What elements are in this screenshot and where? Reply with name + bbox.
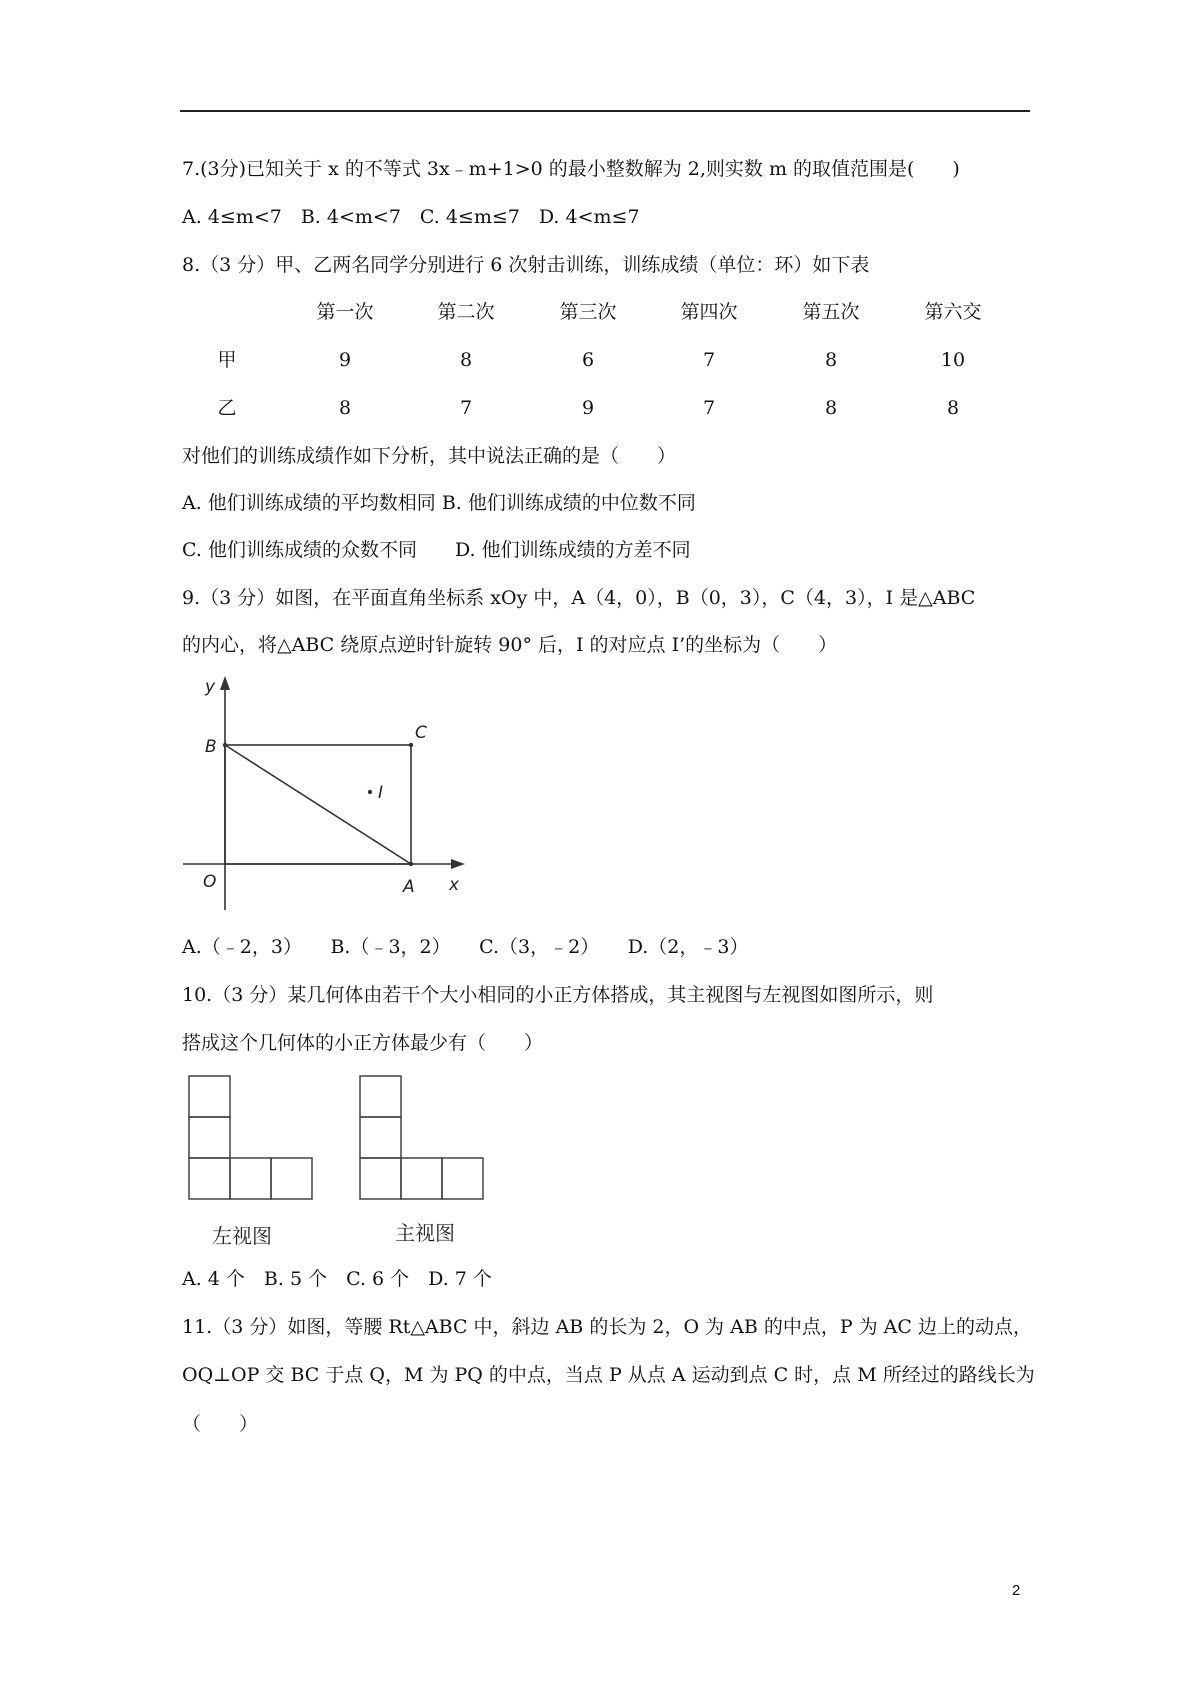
table-row-name: 乙: [217, 397, 237, 419]
table-cell: 7: [702, 397, 716, 419]
label-o: O: [203, 872, 217, 892]
q8-stem: 8.（3 分）甲、乙两名同学分别进行 6 次射击训练，训练成绩（单位：环）如下表: [182, 254, 870, 276]
q11-stem-line3: （ ）: [182, 1413, 259, 1435]
label-y: y: [205, 677, 216, 697]
q11-stem-line1: 11.（3 分）如图，等腰 Rt△ABC 中，斜边 AB 的长为 2，O 为 AB 的中点，P 为 AC 边上的动点，: [182, 1316, 1032, 1338]
table-row-name: 甲: [217, 349, 237, 371]
point-a: [409, 862, 413, 866]
q11-stem-line2: OQ⊥OP 交 BC 于点 Q，M 为 PQ 的中点，当点 P 从点 A 运动到点 C 时，点 M 所经过的路线长为: [182, 1364, 1035, 1386]
q8-options-line1: A. 他们训练成绩的平均数相同 B. 他们训练成绩的中位数不同: [182, 492, 696, 514]
q9-stem-line2: 的内心，将△ABC 绕原点逆时针旋转 90° 后，I 的对应点 I’的坐标为（ ）: [182, 634, 838, 656]
table-cell: 6: [581, 349, 595, 371]
y-axis-arrow-icon: [220, 676, 230, 690]
q10-options: A. 4 个 B. 5 个 C. 6 个 D. 7 个: [182, 1268, 492, 1290]
q8-options-line2: C. 他们训练成绩的众数不同 D. 他们训练成绩的方差不同: [182, 539, 691, 561]
x-axis-arrow-icon: [451, 859, 465, 869]
table-header: 第一次: [316, 301, 374, 323]
header-rule: [180, 110, 1030, 112]
table-header: 第二次: [437, 301, 495, 323]
table-cell: 9: [581, 397, 595, 419]
page-number: 2: [1012, 1582, 1021, 1599]
q9-coordinate-figure: [175, 670, 475, 915]
q7-options: A. 4≤m<7 B. 4<m<7 C. 4≤m≤7 D. 4<m≤7: [182, 206, 640, 228]
table-cell: 8: [824, 397, 838, 419]
q7-stem: 7.(3分)已知关于 x 的不等式 3x﹣m+1>0 的最小整数解为 2,则实数 m 的取值范围是( ): [182, 158, 960, 180]
point-i: [368, 790, 372, 794]
point-b: [223, 743, 227, 747]
table-cell: 7: [459, 397, 473, 419]
table-header: 第三次: [559, 301, 617, 323]
label-c: C: [415, 723, 427, 743]
q10-views-figure: [180, 1068, 510, 1258]
q9-options: A.（﹣2，3） B.（﹣3，2） C.（3，﹣2） D.（2，﹣3）: [182, 936, 749, 958]
segment-ba: [225, 745, 411, 864]
table-cell: 8: [459, 349, 473, 371]
table-cell: 8: [824, 349, 838, 371]
label-b: B: [205, 737, 217, 757]
q9-stem-line1: 9.（3 分）如图，在平面直角坐标系 xOy 中，A（4，0），B（0，3），C（4，3），I 是△ABC: [182, 587, 976, 609]
label-a: A: [403, 877, 415, 897]
q10-stem-line1: 10.（3 分）某几何体由若干个大小相同的小正方体搭成，其主视图与左视图如图所示，则: [182, 984, 934, 1006]
label-x: x: [449, 875, 460, 895]
label-i: I: [378, 783, 384, 803]
point-c: [409, 743, 413, 747]
front-view-drawing: [360, 1076, 483, 1199]
table-cell: 9: [338, 349, 352, 371]
left-view-label: 左视图: [212, 1224, 272, 1248]
table-cell: 7: [702, 349, 716, 371]
q10-stem-line2: 搭成这个几何体的小正方体最少有（ ）: [182, 1032, 544, 1054]
table-cell: 8: [946, 397, 960, 419]
table-cell: 10: [940, 349, 966, 371]
front-view-label: 主视图: [395, 1221, 455, 1245]
table-cell: 8: [338, 397, 352, 419]
table-header: 第五次: [802, 301, 860, 323]
table-header: 第四次: [680, 301, 738, 323]
table-header: 第六交: [924, 301, 982, 323]
left-view-drawing: [189, 1076, 312, 1199]
q8-question: 对他们的训练成绩作如下分析，其中说法正确的是（ ）: [182, 445, 677, 467]
